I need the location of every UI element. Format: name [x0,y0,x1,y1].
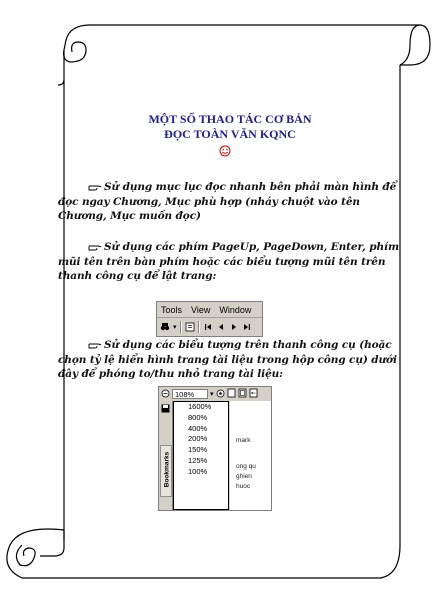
toolbar-buttons: ▾ [157,318,262,336]
pointing-hand-icon [88,341,102,350]
preview-text: mark [236,437,251,444]
preview-text: ong qu [236,463,256,470]
paragraph-2-text: Sử dụng các phím PageUp, PageDown, Enter, phím mũi tên trên bàn phím hoặc các biểu tượng mũi tên trên thanh công cụ để lật trang: [58,241,399,282]
zoom-toolbar [159,387,272,401]
menu-window[interactable]: Window [219,304,252,315]
fit-width-icon[interactable] [249,388,258,400]
zoom-level-input[interactable]: 108% [172,389,208,399]
zoom-out-icon[interactable] [161,389,170,400]
pointing-hand-icon [88,243,102,252]
actual-size-icon[interactable] [227,388,236,400]
document-title-line2: ĐỌC TOÀN VĂN KQNC [164,127,296,141]
prev-page-icon[interactable] [216,321,226,333]
zoom-dropdown-arrow-icon[interactable]: ▾ [210,391,214,398]
zoom-options-list [173,401,229,510]
first-page-icon[interactable] [203,321,213,333]
zoom-option[interactable]: 150% [188,445,208,455]
instruction-paragraph-3 [58,338,402,382]
next-page-icon[interactable] [229,321,239,333]
document-preview-fragment [230,401,271,510]
zoom-option[interactable]: 1600% [188,402,212,411]
zoom-in-icon[interactable] [216,389,225,400]
navigation-side-pane [159,401,173,510]
preview-text: ghien [236,473,252,480]
smiley-icon [219,145,231,157]
zoom-option[interactable]: 125% [188,455,208,465]
document-title-line1: MỘT SỐ THAO TÁC CƠ BẢN [148,112,312,126]
menu-tools[interactable]: Tools [161,304,183,315]
preview-text: huoc [236,483,251,490]
zoom-option[interactable]: 800% [188,412,208,422]
last-page-icon[interactable] [242,321,252,333]
paragraph-1-text: Sử dụng mục lục đọc nhanh bên phải màn hình để đọc ngay Chương, Mục phù hợp (nháy chuột vào tên Chương, Mục muốn đọc) [58,181,397,222]
toolbar-menu [157,302,262,318]
zoom-option[interactable]: 100% [188,466,208,476]
bookmarks-tab[interactable] [160,445,172,497]
page-icon[interactable] [185,321,195,333]
toolbar-separator [180,321,182,333]
paragraph-3-text: Sử dụng các biểu tượng trên thanh công cụ (hoặc chọn tỷ lệ hiển hình trang tài liệu trong hộp công cụ) dưới đây để phóng to/thu nhỏ trang tài liệu: [58,339,397,380]
zoom-option[interactable]: 200% [188,434,208,444]
zoom-panel [158,386,272,511]
instruction-paragraph-2 [58,240,402,284]
pointing-hand-icon [88,183,102,192]
instruction-paragraph-1 [58,180,402,224]
zoom-option[interactable]: 400% [188,423,208,433]
bookmarks-tab-label: Bookmarks [163,451,171,488]
fit-page-icon[interactable] [238,388,247,400]
toolbar-separator [198,321,200,333]
find-icon[interactable] [160,321,170,333]
save-icon[interactable] [161,404,170,415]
menu-view[interactable]: View [191,304,211,315]
navigation-toolbar [156,301,263,337]
